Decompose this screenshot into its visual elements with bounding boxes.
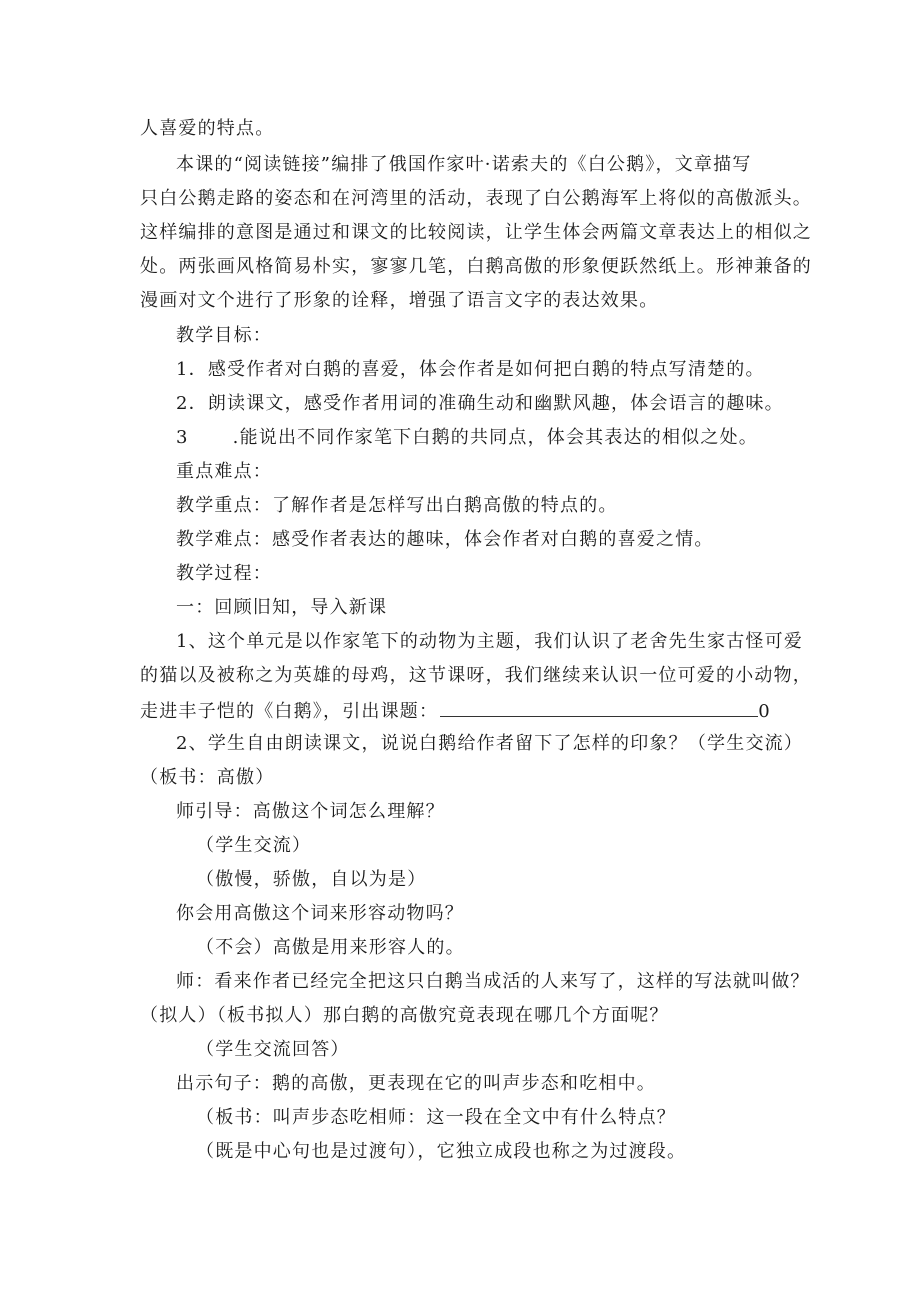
text-line: 人喜爱的特点。 — [140, 118, 275, 139]
list-item: 2．朗读课文，感受作者用词的准确生动和幽默风趣，体会语言的趣味。 — [176, 393, 784, 414]
text-line: 只白公鹅走路的姿态和在河湾里的活动，表现了白公鹅海军上将似的高傲派头。 — [140, 188, 812, 209]
text-line: 1、这个单元是以作家笔下的动物为主题，我们认识了老舍先生家古怪可爱 — [176, 631, 804, 652]
section-heading: 重点难点： — [176, 461, 272, 482]
text-span: 走进丰子恺的《白鹅》，引出课题： — [140, 701, 439, 722]
text-line: 你会用高傲这个词来形容动物吗？ — [176, 903, 464, 924]
text-line: （学生交流） — [196, 835, 312, 856]
text-line: （既是中心句也是过渡句），它独立成段也称之为过渡段。 — [196, 1141, 687, 1162]
text-line: （板书：高傲） — [140, 767, 275, 788]
text-line: （板书：叫声步态吃相师：这一段在全文中有什么特点？ — [196, 1107, 676, 1128]
text-line: 这样编排的意图是通过和课文的比较阅读，让学生体会两篇文章表达上的相似之 — [140, 222, 812, 243]
text-line: 教学重点：了解作者是怎样写出白鹅高傲的特点的。 — [176, 495, 618, 516]
text-line: 的猫以及被称之为英雄的母鸡，这节课呀，我们继续来认识一位可爱的小动物， — [140, 665, 812, 686]
text-line: 本课的“阅读链接”编排了俄国作家叶·诺索夫的《白公鹅》，文章描写 — [176, 154, 752, 175]
text-line: （不会）高傲是用来形容人的。 — [196, 937, 465, 958]
text-line: 漫画对文个进行了形象的诠释，增强了语言文字的表达效果。 — [140, 290, 659, 311]
list-item: 1．感受作者对白鹅的喜爱，体会作者是如何把白鹅的特点写清楚的。 — [176, 359, 765, 380]
text-line: 2、学生自由朗读课文，说说白鹅给作者留下了怎样的印象？（学生交流） — [176, 733, 804, 754]
section-heading: 教学目标： — [176, 325, 272, 346]
text-line: 教学难点：感受作者表达的趣味，体会作者对白鹅的喜爱之情。 — [176, 529, 714, 550]
text-line: 师引导：高傲这个词怎么理解？ — [176, 801, 445, 822]
text-span: 0 — [758, 701, 771, 722]
section-heading: 教学过程： — [176, 563, 272, 584]
text-line: 出示句子：鹅的高傲，更表现在它的叫声步态和吃相中。 — [176, 1073, 656, 1094]
fill-in-blank — [440, 698, 758, 717]
text-line: （拟人）（板书拟人）那白鹅的高傲究竟表现在哪几个方面呢？ — [140, 1005, 669, 1026]
text-line: （学生交流回答） — [196, 1039, 350, 1060]
text-line: 师：看来作者已经完全把这只白鹅当成活的人来写了，这样的写法就叫做？ — [176, 971, 810, 992]
list-number: 3 — [176, 427, 189, 448]
list-item-text: .能说出不同作家笔下白鹅的共同点，体会其表达的相似之处。 — [232, 427, 758, 448]
text-line — [140, 698, 771, 724]
text-line: （傲慢，骄傲，自以为是） — [196, 869, 427, 890]
list-item — [176, 426, 758, 450]
text-line: 处。两张画风格简易朴实，寥寥几笔，白鹅高傲的形象便跃然纸上。形神兼备的 — [140, 256, 812, 277]
subsection-heading: 一：回顾旧知，导入新课 — [176, 597, 388, 618]
